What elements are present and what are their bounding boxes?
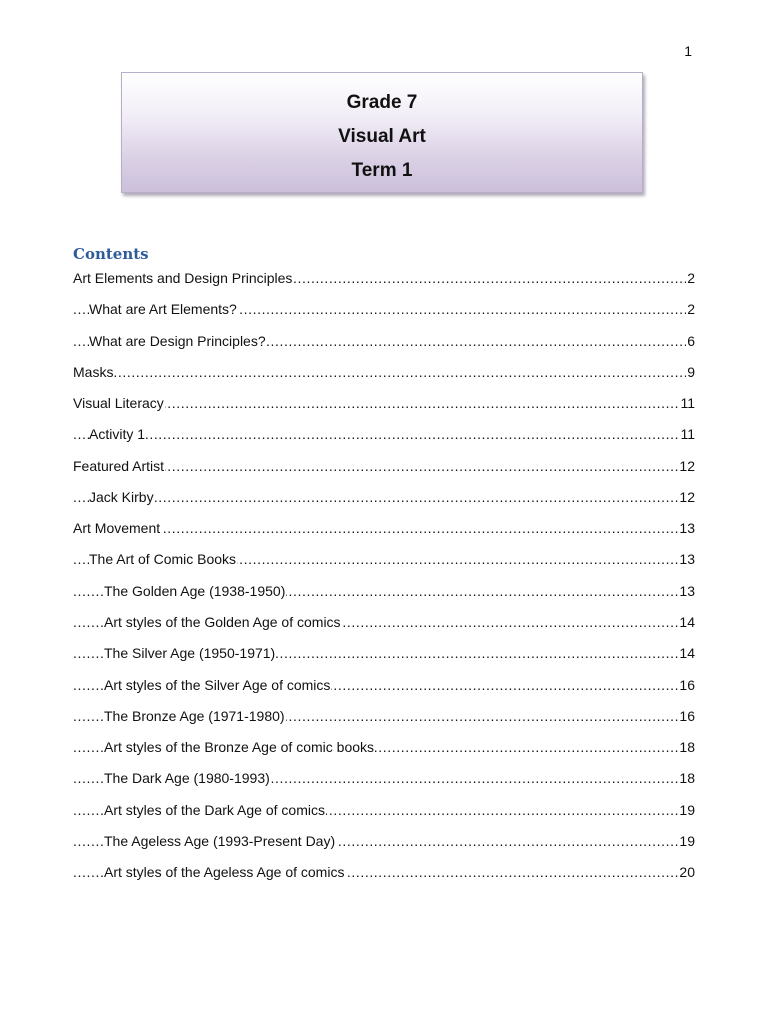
- title-term: Term 1: [351, 160, 413, 181]
- toc-entry-page: 9: [687, 364, 695, 380]
- toc-entry[interactable]: [73, 643, 695, 663]
- toc-entry[interactable]: [73, 581, 695, 601]
- toc-entry[interactable]: [73, 675, 695, 695]
- toc-entry[interactable]: [73, 424, 695, 444]
- toc-entry-title: What are Art Elements?: [89, 301, 237, 317]
- toc-entry[interactable]: [73, 831, 695, 851]
- toc-entry[interactable]: [73, 331, 695, 351]
- toc-entry[interactable]: [73, 737, 695, 757]
- toc-entry-page: 19: [679, 833, 695, 849]
- toc-entry-title: The Bronze Age (1971-1980): [104, 708, 285, 724]
- toc-entry-page: 13: [679, 551, 695, 567]
- toc-entry-title: The Ageless Age (1993-Present Day): [104, 833, 336, 849]
- toc-entry[interactable]: [73, 518, 695, 538]
- toc-entry-page: 2: [687, 270, 695, 286]
- toc-entry-page: 16: [679, 677, 695, 693]
- toc-entry-page: 6: [687, 333, 695, 349]
- toc-entry-page: 11: [680, 426, 695, 442]
- toc-entry[interactable]: [73, 299, 695, 319]
- toc-entry[interactable]: [73, 456, 695, 476]
- toc-entry-title: What are Design Principles?: [89, 333, 266, 349]
- toc-entry-title: Art styles of the Dark Age of comics: [104, 802, 325, 818]
- toc-entry-title: Art styles of the Ageless Age of comics: [104, 864, 345, 880]
- toc-entry-page: 19: [679, 802, 695, 818]
- toc-entry-title: The Art of Comic Books: [89, 551, 237, 567]
- toc-entry[interactable]: [73, 800, 695, 820]
- toc-entry-page: 18: [679, 739, 695, 755]
- toc-entry[interactable]: [73, 362, 695, 382]
- toc-entry-page: 20: [679, 864, 695, 880]
- toc-entry-title: Art styles of the Golden Age of comics: [104, 614, 341, 630]
- contents-heading: Contents: [73, 245, 149, 263]
- title-grade: Grade 7: [346, 92, 418, 113]
- toc-entry-title: Activity 1: [89, 426, 146, 442]
- toc-entry[interactable]: [73, 862, 695, 882]
- toc-entry-page: 13: [679, 520, 695, 536]
- toc-entry-title: The Silver Age (1950-1971): [104, 645, 276, 661]
- toc-entry[interactable]: [73, 706, 695, 726]
- title-subject: Visual Art: [338, 126, 426, 147]
- toc-entry-page: 11: [680, 395, 695, 411]
- toc-entry-page: 18: [679, 770, 695, 786]
- toc-entry-title: The Dark Age (1980-1993): [104, 770, 270, 786]
- toc-entry-title: The Golden Age (1938-1950): [104, 583, 286, 599]
- toc-entry[interactable]: [73, 549, 695, 569]
- toc-entry-title: Art Movement: [73, 520, 161, 536]
- toc-entry[interactable]: [73, 393, 695, 413]
- toc-entry[interactable]: [73, 612, 695, 632]
- title-box: [121, 72, 643, 193]
- toc-entry-title: Visual Literacy: [73, 395, 164, 411]
- toc-entry-title: Featured Artist: [73, 458, 165, 474]
- toc-entry-page: 12: [679, 458, 695, 474]
- toc-entry[interactable]: [73, 768, 695, 788]
- toc-entry-page: 12: [679, 489, 695, 505]
- toc-entry-page: 2: [687, 301, 695, 317]
- toc-entry-title: Art styles of the Bronze Age of comic books: [104, 739, 375, 755]
- toc-entry-title: Art styles of the Silver Age of comics: [104, 677, 331, 693]
- toc-entry-title: Jack Kirby: [89, 489, 154, 505]
- toc-entry[interactable]: [73, 487, 695, 507]
- toc-entry-title: Masks: [73, 364, 114, 380]
- toc-entry-page: 14: [679, 614, 695, 630]
- toc-entry-page: 14: [679, 645, 695, 661]
- page-number: 1: [684, 43, 692, 59]
- toc-entry-page: 13: [679, 583, 695, 599]
- toc-entry-page: 16: [679, 708, 695, 724]
- toc-entry[interactable]: [73, 268, 695, 288]
- toc-entry-title: Art Elements and Design Principles: [73, 270, 293, 286]
